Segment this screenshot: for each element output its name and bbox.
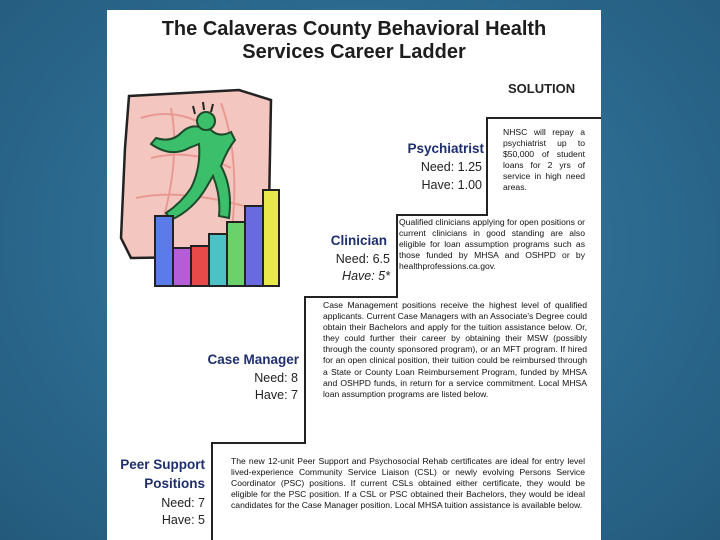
solution-heading: SOLUTION <box>508 81 576 96</box>
ladder-tread-1 <box>486 117 601 119</box>
role-peer-support-need: Need: 7 <box>161 496 205 510</box>
role-clinician-need: Need: 6.5 <box>335 252 390 266</box>
role-peer-support-have: Have: 5 <box>161 513 205 527</box>
ladder-riser-4 <box>211 442 213 540</box>
role-clinician-title: Clinician <box>330 233 387 248</box>
document-page <box>107 10 601 540</box>
role-case-manager-need: Need: 8 <box>254 371 298 385</box>
role-psychiatrist-need: Need: 1.25 <box>420 160 482 174</box>
role-psychiatrist-have: Have: 1.00 <box>421 178 482 192</box>
ladder-tread-2 <box>396 214 488 216</box>
title-line-2: Services Career Ladder <box>242 41 466 63</box>
ladder-riser-1 <box>486 117 488 214</box>
figure-climbing-bar-chart-icon <box>111 88 281 288</box>
role-peer-support-title-line-2: Positions <box>144 476 205 491</box>
role-peer-support-solution: The new 12-unit Peer Support and Psychosocial Rehab certificates are ideal for entry level lived-experience Community Service Liaison (CSL) or newly evolving Persons Service Coordinator (PSC) positions. If current CSLs obtained either certificate, they would be eligible for the PSC position. If a CSL or PSC obtained their Bachelors, they would be ideal candidates for the Case Manager position. Local MHSA tuition assistance is available below. <box>231 456 585 511</box>
title-line-1: The Calaveras County Behavioral Health <box>161 18 547 40</box>
role-case-manager-solution: Case Management positions receive the highest level of qualified applicants. Current Case Managers with an Associate's Degree could obtain their Bachelors and apply for the tuition assistance below. Or, they could further their career by obtaining their MSW (possibly through the county sponsored program), or an MFT program. If hired for an open clinical position, their tuition could be reimbursed through a State or County Loan Reimbursement Program, funded by MHSA and OSHPD funds, in return for a service commitment. Local MHSA loan assumption programs are listed below. <box>323 300 587 399</box>
ladder-tread-3 <box>304 296 398 298</box>
role-clinician-have: Have: 5* <box>342 269 390 283</box>
role-psychiatrist-title: Psychiatrist <box>407 141 484 156</box>
ladder-tread-4 <box>211 442 306 444</box>
role-peer-support-title-line-1: Peer Support <box>120 457 205 472</box>
role-clinician-solution: Qualified clinicians applying for open positions or current clinicians in good standing are also eligible for loan assumption programs such as those funded by MHSA and OSHPD or by healthprofessions.ca.gov. <box>399 217 585 272</box>
ladder-riser-2 <box>396 214 398 296</box>
role-case-manager-title: Case Manager <box>207 352 299 367</box>
role-case-manager-have: Have: 7 <box>254 388 298 402</box>
ladder-riser-3 <box>304 296 306 442</box>
role-psychiatrist-solution: NHSC will repay a psychiatrist up to $50,000 of student loans for 2 yrs of service in high need areas. <box>503 127 585 193</box>
